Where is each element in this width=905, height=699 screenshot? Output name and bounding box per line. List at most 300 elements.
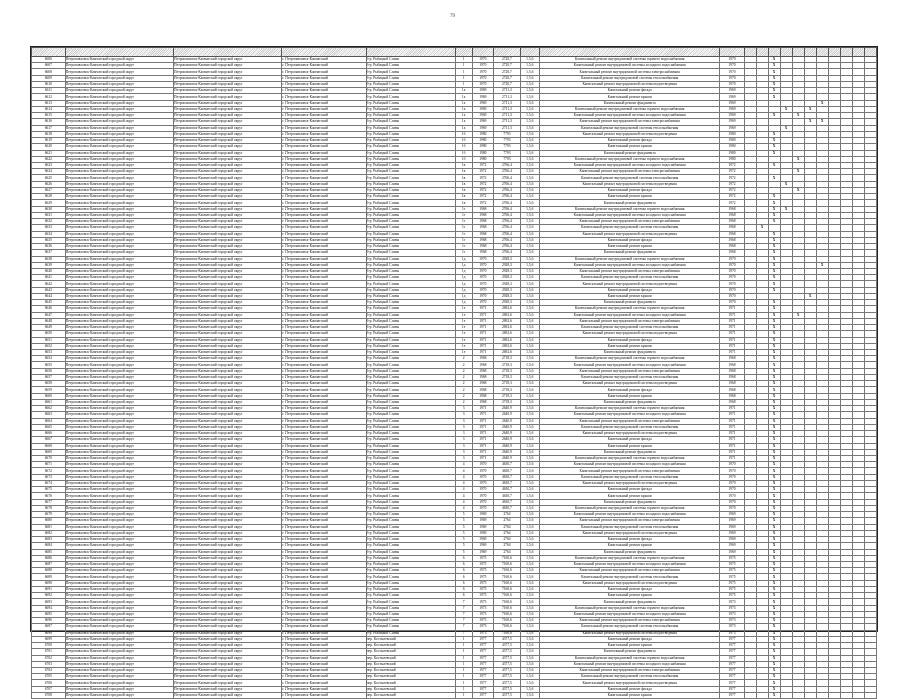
work-type-cell: Капитальный ремонт внутридомовой системы горячего водоснабжения bbox=[539, 406, 720, 412]
mark-cell: X bbox=[768, 661, 780, 667]
district-cell: Петропавловск-Камчатский городской округ bbox=[65, 194, 173, 200]
row-id: 6658 bbox=[32, 381, 66, 387]
district-cell: Петропавловск-Камчатский городской округ bbox=[65, 692, 173, 698]
house-cell: 1д bbox=[455, 300, 472, 306]
district-cell: Петропавловск-Камчатский городской округ bbox=[65, 156, 173, 162]
mark-cell: X bbox=[816, 262, 828, 268]
locality-cell: г. Петропавловск-Камчатский bbox=[282, 487, 366, 493]
category-cell: 1,5,6 bbox=[520, 487, 539, 493]
mark-cell: X bbox=[768, 443, 780, 449]
year-cell: 1968 bbox=[472, 231, 494, 237]
mark-cell: X bbox=[768, 474, 780, 480]
municipality-cell: Петропавловск-Камчатский городской округ bbox=[174, 667, 282, 673]
locality-cell: г. Петропавловск-Камчатский bbox=[282, 225, 366, 231]
year-cell: 1970 bbox=[472, 499, 494, 505]
house-cell: 1е bbox=[455, 318, 472, 324]
area-cell: 2764 bbox=[494, 537, 520, 543]
plan-year-cell: 1977 bbox=[720, 643, 744, 649]
plan-year-cell: 1969 bbox=[720, 106, 744, 112]
street-cell: б-р. Рыбацкой Славы bbox=[366, 449, 455, 455]
district-cell: Петропавловск-Камчатский городской округ bbox=[65, 574, 173, 580]
district-cell: Петропавловск-Камчатский городской округ bbox=[65, 424, 173, 430]
house-cell: 2 bbox=[455, 387, 472, 393]
district-cell: Петропавловск-Камчатский городской округ bbox=[65, 300, 173, 306]
row-id: 6632 bbox=[32, 219, 66, 225]
house-cell: 1е bbox=[455, 306, 472, 312]
register-sheet bbox=[30, 46, 878, 698]
house-cell: 2 bbox=[455, 393, 472, 399]
municipality-cell: Петропавловск-Камчатский городской округ bbox=[174, 75, 282, 81]
area-cell: 2711,3 bbox=[494, 88, 520, 94]
plan-year-cell: 1971 bbox=[720, 449, 744, 455]
house-cell: 1а bbox=[455, 88, 472, 94]
category-cell: 1,5,6 bbox=[520, 237, 539, 243]
header-cell bbox=[768, 48, 780, 57]
house-cell: 1в bbox=[455, 169, 472, 175]
mark-cell: X bbox=[768, 667, 780, 673]
year-cell: 1968 bbox=[472, 212, 494, 218]
district-cell: Петропавловск-Камчатский городской округ bbox=[65, 549, 173, 555]
municipality-cell: Петропавловск-Камчатский городской округ bbox=[174, 306, 282, 312]
district-cell: Петропавловск-Камчатский городской округ bbox=[65, 268, 173, 274]
house-cell: 6 bbox=[455, 586, 472, 592]
year-cell: 1970 bbox=[472, 480, 494, 486]
district-cell: Петропавловск-Камчатский городской округ bbox=[65, 649, 173, 655]
mark-cell: X bbox=[768, 692, 780, 698]
plan-year-cell: 1977 bbox=[720, 686, 744, 692]
plan-year-cell: 1975 bbox=[720, 586, 744, 592]
municipality-cell: Петропавловск-Камчатский городской округ bbox=[174, 437, 282, 443]
house-cell: 1д bbox=[455, 256, 472, 262]
house-cell: 4 bbox=[455, 480, 472, 486]
house-cell: 7 bbox=[455, 611, 472, 617]
district-cell: Петропавловск-Камчатский городской округ bbox=[65, 113, 173, 119]
mark-cell: X bbox=[768, 88, 780, 94]
category-cell: 1,5,6 bbox=[520, 69, 539, 75]
house-cell: 1а bbox=[455, 94, 472, 100]
house-cell: 1д bbox=[455, 281, 472, 287]
mark-cell: X bbox=[780, 106, 792, 112]
street-cell: пер. Костылевский bbox=[366, 686, 455, 692]
work-type-cell: Капитальный ремонт крыши bbox=[539, 493, 720, 499]
area-cell: 2766,4 bbox=[494, 237, 520, 243]
street-cell: б-р. Рыбацкой Славы bbox=[366, 605, 455, 611]
year-cell: 1972 bbox=[472, 162, 494, 168]
area-cell: 7160,6 bbox=[494, 618, 520, 624]
area-cell: 2692,6 bbox=[494, 350, 520, 356]
street-cell: б-р. Рыбацкой Славы bbox=[366, 63, 455, 69]
municipality-cell: Петропавловск-Камчатский городской округ bbox=[174, 69, 282, 75]
area-cell: 2711,3 bbox=[494, 94, 520, 100]
house-cell: 1г bbox=[455, 219, 472, 225]
mark-cell: X bbox=[780, 181, 792, 187]
work-type-cell: Капитальный ремонт внутридомовой системы водоотведения bbox=[539, 580, 720, 586]
year-cell: 1971 bbox=[472, 412, 494, 418]
area-cell: 2720,7 bbox=[494, 81, 520, 87]
mark-cell: X bbox=[768, 318, 780, 324]
work-type-cell: Капитальный ремонт крыши bbox=[539, 194, 720, 200]
house-cell: 1в bbox=[455, 200, 472, 206]
area-cell: 2718,3 bbox=[494, 393, 520, 399]
locality-cell: г. Петропавловск-Камчатский bbox=[282, 530, 366, 536]
year-cell: 1970 bbox=[472, 57, 494, 63]
year-cell: 1971 bbox=[472, 437, 494, 443]
district-cell: Петропавловск-Камчатский городской округ bbox=[65, 381, 173, 387]
area-cell: 2692,6 bbox=[494, 331, 520, 337]
header-cell bbox=[828, 48, 840, 57]
municipality-cell: Петропавловск-Камчатский городской округ bbox=[174, 212, 282, 218]
municipality-cell: Петропавловск-Камчатский городской округ bbox=[174, 499, 282, 505]
category-cell: 1,5,6 bbox=[520, 462, 539, 468]
plan-year-cell: 1971 bbox=[720, 331, 744, 337]
year-cell: 1968 bbox=[472, 225, 494, 231]
area-cell: 4630,7 bbox=[494, 499, 520, 505]
plan-year-cell: 1970 bbox=[720, 287, 744, 293]
row-id: 6697 bbox=[32, 624, 66, 630]
mark-cell: X bbox=[768, 611, 780, 617]
header-cell bbox=[816, 48, 828, 57]
row-id: 6643 bbox=[32, 287, 66, 293]
locality-cell: г. Петропавловск-Камчатский bbox=[282, 244, 366, 250]
row-id: 6706 bbox=[32, 680, 66, 686]
year-cell: 1971 bbox=[472, 443, 494, 449]
plan-year-cell: 1971 bbox=[720, 456, 744, 462]
mark-cell: X bbox=[768, 331, 780, 337]
house-cell: 6 bbox=[455, 568, 472, 574]
year-cell: 1973 bbox=[472, 618, 494, 624]
work-type-cell: Капитальный ремонт внутридомовой системы водоотведения bbox=[539, 381, 720, 387]
municipality-cell: Петропавловск-Камчатский городской округ bbox=[174, 599, 282, 605]
mark-cell: X bbox=[792, 187, 804, 193]
row-id: 6652 bbox=[32, 343, 66, 349]
plan-year-cell: 1969 bbox=[720, 524, 744, 530]
category-cell: 1,5,6 bbox=[520, 518, 539, 524]
header-cell bbox=[455, 48, 472, 57]
register-body bbox=[32, 48, 877, 699]
mark-cell: X bbox=[768, 480, 780, 486]
locality-cell: г. Петропавловск-Камчатский bbox=[282, 630, 366, 636]
work-type-cell: Капитальный ремонт внутридомовой системы теплоснабжения bbox=[539, 325, 720, 331]
work-type-cell: Капитальный ремонт фундамента bbox=[539, 399, 720, 405]
plan-year-cell: 1970 bbox=[720, 480, 744, 486]
district-cell: Петропавловск-Камчатский городской округ bbox=[65, 343, 173, 349]
category-cell: 1,5,6 bbox=[520, 200, 539, 206]
mark-cell: X bbox=[768, 194, 780, 200]
repair-register-table bbox=[31, 47, 877, 699]
locality-cell: г. Петропавловск-Камчатский bbox=[282, 624, 366, 630]
house-cell: 1в bbox=[455, 162, 472, 168]
category-cell: 1,5,6 bbox=[520, 443, 539, 449]
plan-year-cell: 1970 bbox=[720, 300, 744, 306]
row-id: 6689 bbox=[32, 574, 66, 580]
category-cell: 1,5,6 bbox=[520, 674, 539, 680]
municipality-cell: Петропавловск-Камчатский городской округ bbox=[174, 144, 282, 150]
area-cell: 2764 bbox=[494, 524, 520, 530]
plan-year-cell: 1977 bbox=[720, 692, 744, 698]
street-cell: пер. Костылевский bbox=[366, 680, 455, 686]
year-cell: 1970 bbox=[472, 493, 494, 499]
district-cell: Петропавловск-Камчатский городской округ bbox=[65, 680, 173, 686]
mark-cell: X bbox=[768, 568, 780, 574]
plan-year-cell: 1970 bbox=[720, 493, 744, 499]
street-cell: б-р. Рыбацкой Славы bbox=[366, 456, 455, 462]
municipality-cell: Петропавловск-Камчатский городской округ bbox=[174, 618, 282, 624]
row-id: 6607 bbox=[32, 63, 66, 69]
area-cell: 7160,6 bbox=[494, 624, 520, 630]
house-cell: 1д bbox=[455, 262, 472, 268]
area-cell: 7793 bbox=[494, 131, 520, 137]
mark-cell: X bbox=[768, 431, 780, 437]
house-cell: 1б bbox=[455, 144, 472, 150]
year-cell: 1968 bbox=[472, 393, 494, 399]
mark-cell: X bbox=[768, 144, 780, 150]
house-cell: 6 bbox=[455, 593, 472, 599]
year-cell: 1977 bbox=[472, 643, 494, 649]
area-cell: 7160,6 bbox=[494, 580, 520, 586]
municipality-cell: Петропавловск-Камчатский городской округ bbox=[174, 318, 282, 324]
year-cell: 1968 bbox=[472, 368, 494, 374]
work-type-cell: Капитальный ремонт внутридомовой системы водоотведения bbox=[539, 331, 720, 337]
municipality-cell: Петропавловск-Камчатский городской округ bbox=[174, 686, 282, 692]
locality-cell: г. Петропавловск-Камчатский bbox=[282, 256, 366, 262]
year-cell: 1971 bbox=[472, 312, 494, 318]
row-id: 6678 bbox=[32, 505, 66, 511]
locality-cell: г. Петропавловск-Камчатский bbox=[282, 537, 366, 543]
district-cell: Петропавловск-Камчатский городской округ bbox=[65, 225, 173, 231]
year-cell: 1969 bbox=[472, 537, 494, 543]
locality-cell: г. Петропавловск-Камчатский bbox=[282, 106, 366, 112]
year-cell: 1970 bbox=[472, 75, 494, 81]
street-cell: б-р. Рыбацкой Славы bbox=[366, 181, 455, 187]
area-cell: 2640,9 bbox=[494, 437, 520, 443]
district-cell: Петропавловск-Камчатский городской округ bbox=[65, 57, 173, 63]
locality-cell: г. Петропавловск-Камчатский bbox=[282, 206, 366, 212]
municipality-cell: Петропавловск-Камчатский городской округ bbox=[174, 100, 282, 106]
street-cell: пер. Костылевский bbox=[366, 636, 455, 642]
district-cell: Петропавловск-Камчатский городской округ bbox=[65, 518, 173, 524]
district-cell: Петропавловск-Камчатский городской округ bbox=[65, 399, 173, 405]
category-cell: 1,5,6 bbox=[520, 537, 539, 543]
district-cell: Петропавловск-Камчатский городской округ bbox=[65, 63, 173, 69]
area-cell: 2928,3 bbox=[494, 281, 520, 287]
row-id: 6704 bbox=[32, 667, 66, 673]
mark-cell: X bbox=[768, 219, 780, 225]
work-type-cell: Капитальный ремонт внутридомовой системы водоотведения bbox=[539, 431, 720, 437]
year-cell: 1969 bbox=[472, 524, 494, 530]
municipality-cell: Петропавловск-Камчатский городской округ bbox=[174, 649, 282, 655]
category-cell: 1,5,6 bbox=[520, 456, 539, 462]
district-cell: Петропавловск-Камчатский городской округ bbox=[65, 318, 173, 324]
header-cell bbox=[840, 48, 852, 57]
area-cell: 2640,9 bbox=[494, 456, 520, 462]
work-type-cell: Капитальный ремонт фасада bbox=[539, 337, 720, 343]
municipality-cell: Петропавловск-Камчатский городской округ bbox=[174, 643, 282, 649]
category-cell: 1,5,6 bbox=[520, 680, 539, 686]
mark-cell: X bbox=[768, 599, 780, 605]
street-cell: пер. Костылевский bbox=[366, 649, 455, 655]
row-id: 6644 bbox=[32, 293, 66, 299]
plan-year-cell: 1977 bbox=[720, 649, 744, 655]
header-cell bbox=[864, 48, 876, 57]
category-cell: 1,5,6 bbox=[520, 356, 539, 362]
year-cell: 1975 bbox=[472, 568, 494, 574]
row-id: 6615 bbox=[32, 113, 66, 119]
area-cell: 2766,4 bbox=[494, 219, 520, 225]
plan-year-cell: 1980 bbox=[720, 150, 744, 156]
municipality-cell: Петропавловск-Камчатский городской округ bbox=[174, 187, 282, 193]
district-cell: Петропавловск-Камчатский городской округ bbox=[65, 561, 173, 567]
work-type-cell: Капитальный ремонт внутридомовой системы горячего водоснабжения bbox=[539, 505, 720, 511]
locality-cell: г. Петропавловск-Камчатский bbox=[282, 88, 366, 94]
locality-cell: г. Петропавловск-Камчатский bbox=[282, 393, 366, 399]
row-id: 6634 bbox=[32, 231, 66, 237]
row-id: 6661 bbox=[32, 399, 66, 405]
street-cell: б-р. Рыбацкой Славы bbox=[366, 194, 455, 200]
district-cell: Петропавловск-Камчатский городской округ bbox=[65, 206, 173, 212]
row-id: 6654 bbox=[32, 356, 66, 362]
page-number: 79 bbox=[450, 14, 455, 19]
work-type-cell: Капитальный ремонт фасада bbox=[539, 636, 720, 642]
row-id: 6614 bbox=[32, 106, 66, 112]
work-type-cell: Капитальный ремонт фасада bbox=[539, 586, 720, 592]
work-type-cell: Капитальный ремонт фундамента bbox=[539, 499, 720, 505]
category-cell: 1,5,6 bbox=[520, 655, 539, 661]
work-type-cell: Капитальный ремонт фундамента bbox=[539, 300, 720, 306]
area-cell: 2640,9 bbox=[494, 424, 520, 430]
district-cell: Петропавловск-Камчатский городской округ bbox=[65, 306, 173, 312]
locality-cell: г. Петропавловск-Камчатский bbox=[282, 574, 366, 580]
row-id: 6628 bbox=[32, 194, 66, 200]
street-cell: б-р. Рыбацкой Славы bbox=[366, 468, 455, 474]
row-id: 6681 bbox=[32, 524, 66, 530]
row-id: 6703 bbox=[32, 661, 66, 667]
plan-year-cell: 1970 bbox=[720, 63, 744, 69]
municipality-cell: Петропавловск-Камчатский городской округ bbox=[174, 262, 282, 268]
district-cell: Петропавловск-Камчатский городской округ bbox=[65, 674, 173, 680]
category-cell: 1,5,6 bbox=[520, 293, 539, 299]
work-type-cell: Капитальный ремонт внутридомовой системы теплоснабжения bbox=[539, 275, 720, 281]
house-cell: 2 bbox=[455, 356, 472, 362]
category-cell: 1,5,6 bbox=[520, 106, 539, 112]
mark-cell: X bbox=[768, 343, 780, 349]
category-cell: 1,5,6 bbox=[520, 561, 539, 567]
plan-year-cell: 1973 bbox=[720, 618, 744, 624]
house-cell: 2 bbox=[455, 399, 472, 405]
row-id: 6694 bbox=[32, 605, 66, 611]
category-cell: 1,5,6 bbox=[520, 649, 539, 655]
street-cell: б-р. Рыбацкой Славы bbox=[366, 418, 455, 424]
year-cell: 1968 bbox=[472, 374, 494, 380]
year-cell: 1971 bbox=[472, 350, 494, 356]
row-id: 6647 bbox=[32, 312, 66, 318]
plan-year-cell: 1970 bbox=[720, 256, 744, 262]
plan-year-cell: 1977 bbox=[720, 655, 744, 661]
mark-cell: X bbox=[768, 680, 780, 686]
plan-year-cell: 1980 bbox=[720, 144, 744, 150]
mark-cell: X bbox=[768, 200, 780, 206]
work-type-cell: Капитальный ремонт крыши bbox=[539, 393, 720, 399]
year-cell: 1973 bbox=[472, 599, 494, 605]
mark-cell bbox=[864, 692, 876, 698]
house-cell: 5 bbox=[455, 549, 472, 555]
area-cell: 4630,7 bbox=[494, 462, 520, 468]
municipality-cell: Петропавловск-Камчатский городской округ bbox=[174, 674, 282, 680]
row-id: 6663 bbox=[32, 412, 66, 418]
district-cell: Петропавловск-Камчатский городской округ bbox=[65, 393, 173, 399]
row-id: 6685 bbox=[32, 549, 66, 555]
mark-cell: X bbox=[768, 543, 780, 549]
category-cell: 1,5,6 bbox=[520, 381, 539, 387]
mark-cell: X bbox=[768, 306, 780, 312]
row-id: 6623 bbox=[32, 162, 66, 168]
house-cell: 3 bbox=[455, 437, 472, 443]
street-cell: б-р. Рыбацкой Славы bbox=[366, 537, 455, 543]
work-type-cell: Капитальный ремонт внутридомовой системы водоотведения bbox=[539, 630, 720, 636]
work-type-cell: Капитальный ремонт внутридомовой системы горячего водоснабжения bbox=[539, 256, 720, 262]
municipality-cell: Петропавловск-Камчатский городской округ bbox=[174, 293, 282, 299]
area-cell: 2928,3 bbox=[494, 268, 520, 274]
municipality-cell: Петропавловск-Камчатский городской округ bbox=[174, 181, 282, 187]
district-cell: Петропавловск-Камчатский городской округ bbox=[65, 512, 173, 518]
house-cell: 1 bbox=[455, 63, 472, 69]
street-cell: б-р. Рыбацкой Славы bbox=[366, 512, 455, 518]
mark-cell: X bbox=[768, 605, 780, 611]
municipality-cell: Петропавловск-Камчатский городской округ bbox=[174, 275, 282, 281]
locality-cell: г. Петропавловск-Камчатский bbox=[282, 686, 366, 692]
category-cell: 1,5,6 bbox=[520, 524, 539, 530]
district-cell: Петропавловск-Камчатский городской округ bbox=[65, 125, 173, 131]
locality-cell: г. Петропавловск-Камчатский bbox=[282, 113, 366, 119]
mark-cell: X bbox=[768, 655, 780, 661]
category-cell: 1,5,6 bbox=[520, 667, 539, 673]
district-cell: Петропавловск-Камчатский городской округ bbox=[65, 187, 173, 193]
mark-cell: X bbox=[804, 293, 816, 299]
area-cell: 2711,3 bbox=[494, 119, 520, 125]
plan-year-cell: 1969 bbox=[720, 530, 744, 536]
row-id: 6616 bbox=[32, 119, 66, 125]
year-cell: 1970 bbox=[472, 275, 494, 281]
house-cell: 1 bbox=[455, 667, 472, 673]
year-cell: 1977 bbox=[472, 674, 494, 680]
plan-year-cell: 1970 bbox=[720, 57, 744, 63]
street-cell: б-р. Рыбацкой Славы bbox=[366, 487, 455, 493]
category-cell: 1,5,6 bbox=[520, 468, 539, 474]
municipality-cell: Петропавловск-Камчатский городской округ bbox=[174, 169, 282, 175]
street-cell: б-р. Рыбацкой Славы bbox=[366, 275, 455, 281]
year-cell: 1970 bbox=[472, 287, 494, 293]
street-cell: б-р. Рыбацкой Славы bbox=[366, 150, 455, 156]
municipality-cell: Петропавловск-Камчатский городской округ bbox=[174, 431, 282, 437]
area-cell: 2766,4 bbox=[494, 212, 520, 218]
house-cell: 3 bbox=[455, 449, 472, 455]
row-id: 6662 bbox=[32, 406, 66, 412]
row-id: 6692 bbox=[32, 593, 66, 599]
district-cell: Петропавловск-Камчатский городской округ bbox=[65, 362, 173, 368]
row-id: 6624 bbox=[32, 169, 66, 175]
year-cell: 1971 bbox=[472, 418, 494, 424]
header-cell bbox=[65, 48, 173, 57]
locality-cell: г. Петропавловск-Камчатский bbox=[282, 268, 366, 274]
house-cell: 1г bbox=[455, 237, 472, 243]
locality-cell: г. Петропавловск-Камчатский bbox=[282, 468, 366, 474]
mark-cell: X bbox=[768, 649, 780, 655]
locality-cell: г. Петропавловск-Камчатский bbox=[282, 175, 366, 181]
work-type-cell: Капитальный ремонт внутридомовой системы электроснабжения bbox=[539, 518, 720, 524]
area-cell: 2720,7 bbox=[494, 57, 520, 63]
row-id: 6631 bbox=[32, 212, 66, 218]
year-cell: 1970 bbox=[472, 300, 494, 306]
municipality-cell: Петропавловск-Камчатский городской округ bbox=[174, 300, 282, 306]
